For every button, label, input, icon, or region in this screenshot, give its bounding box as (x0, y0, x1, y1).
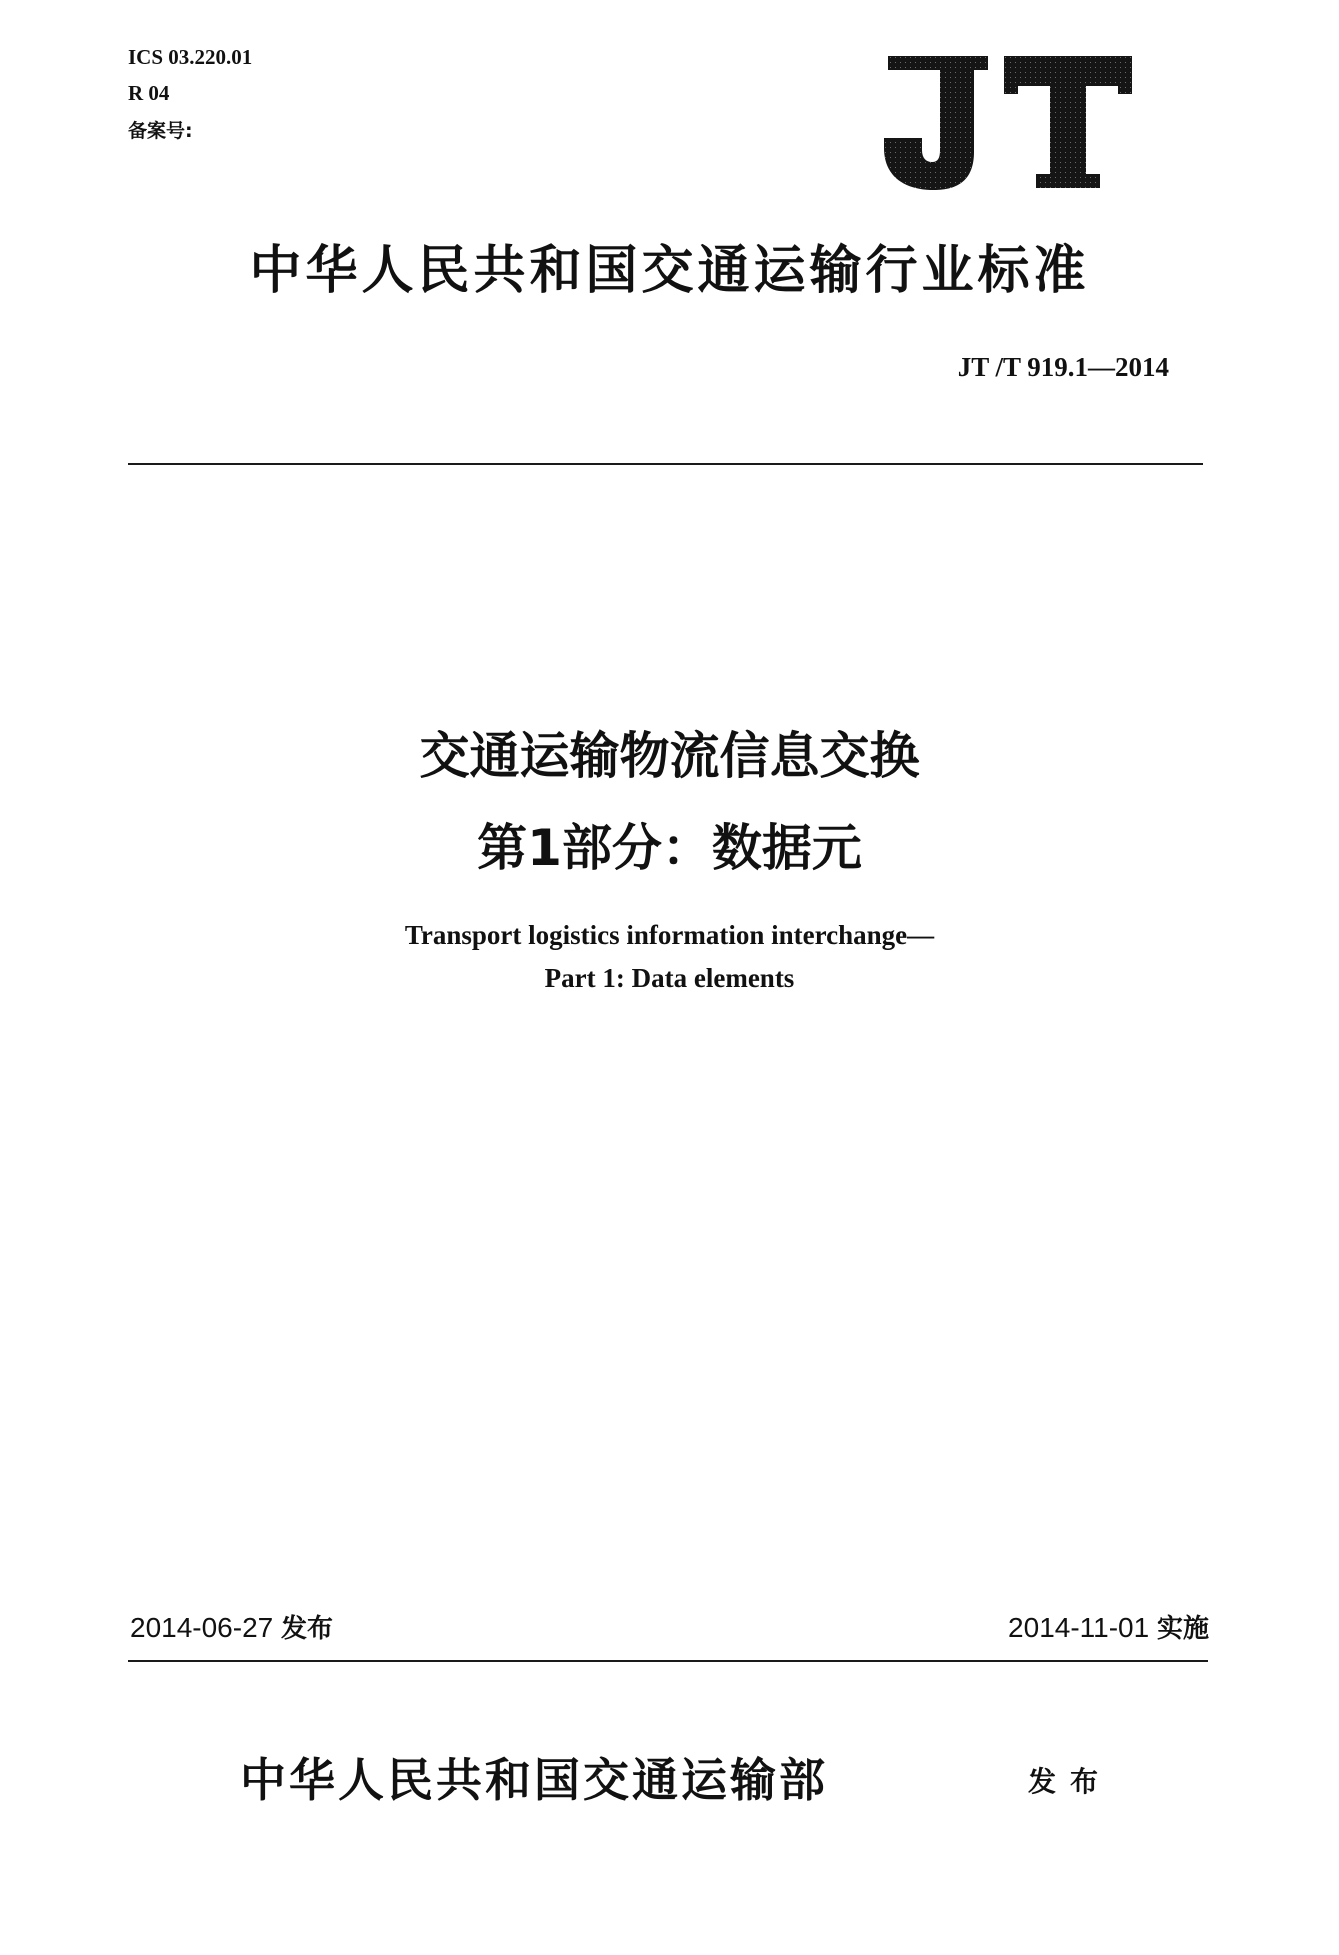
title-english-line-1: Transport logistics information interchange— (404, 920, 935, 950)
standard-type-heading: 中华人民共和国交通运输行业标准 (249, 240, 1090, 301)
filing-number-label: 备案号: (128, 120, 193, 142)
standard-number: JT /T 919.1—2014 (957, 352, 1169, 382)
implementation-date-value: 2014-11-01 (1008, 1612, 1150, 1643)
issue-date (130, 1610, 333, 1647)
title-chinese-line-2: 第1部分：数据元 (477, 819, 862, 877)
bottom-divider (128, 1660, 1208, 1662)
title-chinese-line-1: 交通运输物流信息交换 (419, 727, 920, 785)
issue-date-value: 2014-06-27 (130, 1612, 274, 1643)
title-english-line-2: Part 1: Data elements (544, 963, 795, 993)
implementation-date-label: 实施 (1156, 1614, 1209, 1644)
jt-logo (878, 40, 1138, 200)
classification-code: R 04 (128, 81, 170, 105)
issuing-authority: 中华人民共和国交通运输部 (240, 1753, 828, 1807)
top-divider (128, 463, 1203, 465)
jt-logo-icon (878, 40, 1138, 200)
implementation-date (1008, 1610, 1209, 1647)
ics-code: ICS 03.220.01 (128, 45, 253, 69)
issued-label: 发布 (1028, 1765, 1113, 1798)
issue-date-label: 发布 (281, 1614, 334, 1644)
